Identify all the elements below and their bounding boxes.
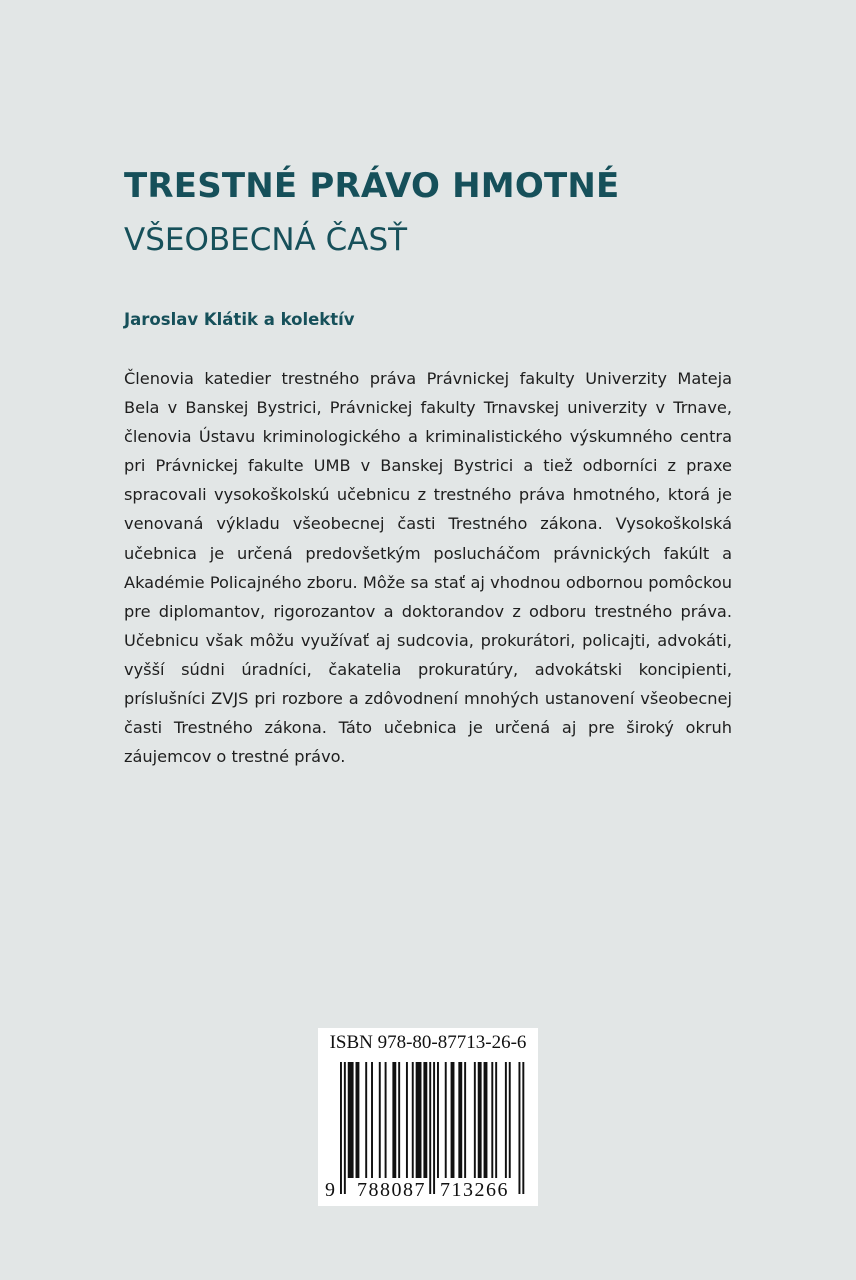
barcode-bar [464,1062,466,1178]
barcode-bar [484,1062,488,1178]
barcode-bar [371,1062,373,1178]
isbn-barcode [318,1028,538,1206]
barcode-guard-bar [429,1062,431,1194]
barcode-bar [392,1062,396,1178]
author-name: Jaroslav Klátik a kolektív [124,310,355,329]
barcode-first-digit: 9 [325,1179,335,1201]
barcode-bar [379,1062,381,1178]
barcode-guard-bar [522,1062,524,1194]
barcode-guard-bar [340,1062,342,1194]
barcode-bar [365,1062,367,1178]
barcode-bar [445,1062,447,1178]
barcode-bar [416,1062,422,1178]
barcode-left-digits: 788087 [357,1179,426,1201]
barcode-bar [385,1062,387,1178]
barcode-bar [412,1062,414,1178]
isbn-label: ISBN 978-80-87713-26-6 [329,1032,527,1053]
barcode-bar [495,1062,497,1178]
barcode-bar [505,1062,507,1178]
barcode-guard-bar [518,1062,520,1194]
book-description: Členovia katedier trestného práva Právnickej fakulty Univerzity Mateja Bela v Banskej Bystrici, Právnickej fakulty Trnavskej univerzity v Trnave, členovia Ústavu kriminologického a kriminalistického výskumného centra pri Právnickej fakulte UMB v Banskej Bystrici a tiež odborníci z praxe spracovali vysokoškolskú učebnicu z trestného práva hmotného, ktorá je venovaná výkladu všeobecnej časti Trestného zákona. Vysokoškolská učebnica je určená predovšetkým poslucháčom právnických fakúlt a Akadémie Policajného zboru. Môže sa stať aj vhodnou odbornou pomôckou pre diplomantov, rigorozantov a doktorandov z odboru trestného práva. Učebnicu však môžu využívať aj sudcovia, prokurátori, policajti, advokáti, vyšší súdni úradníci, čakatelia prokuratúry, advokátski koncipienti, príslušníci ZVJS pri rozbore a zdôvodnení mnohých ustanovení všeobecnej časti Trestného zákona. Táto učebnica je určená aj pre široký okruh záujemcov o trestné právo. [124,369,732,767]
barcode-bar [458,1062,462,1178]
barcode-bar [474,1062,476,1178]
book-title: TRESTNÉ PRÁVO HMOTNÉ [124,166,620,206]
barcode-bar [348,1062,354,1178]
barcode-bar [398,1062,400,1178]
barcode-guard-bar [433,1062,435,1194]
barcode-bar [509,1062,511,1178]
book-subtitle: VŠEOBECNÁ ČASŤ [124,222,408,258]
barcode-right-digits: 713266 [440,1179,509,1201]
barcode-bar [356,1062,360,1178]
barcode-guard-bar [344,1062,346,1194]
barcode-bar [423,1062,427,1178]
barcode-bar [478,1062,482,1178]
barcode-bar [406,1062,408,1178]
barcode-bar [437,1062,439,1178]
barcode-bar [451,1062,455,1178]
barcode-bar [491,1062,493,1178]
